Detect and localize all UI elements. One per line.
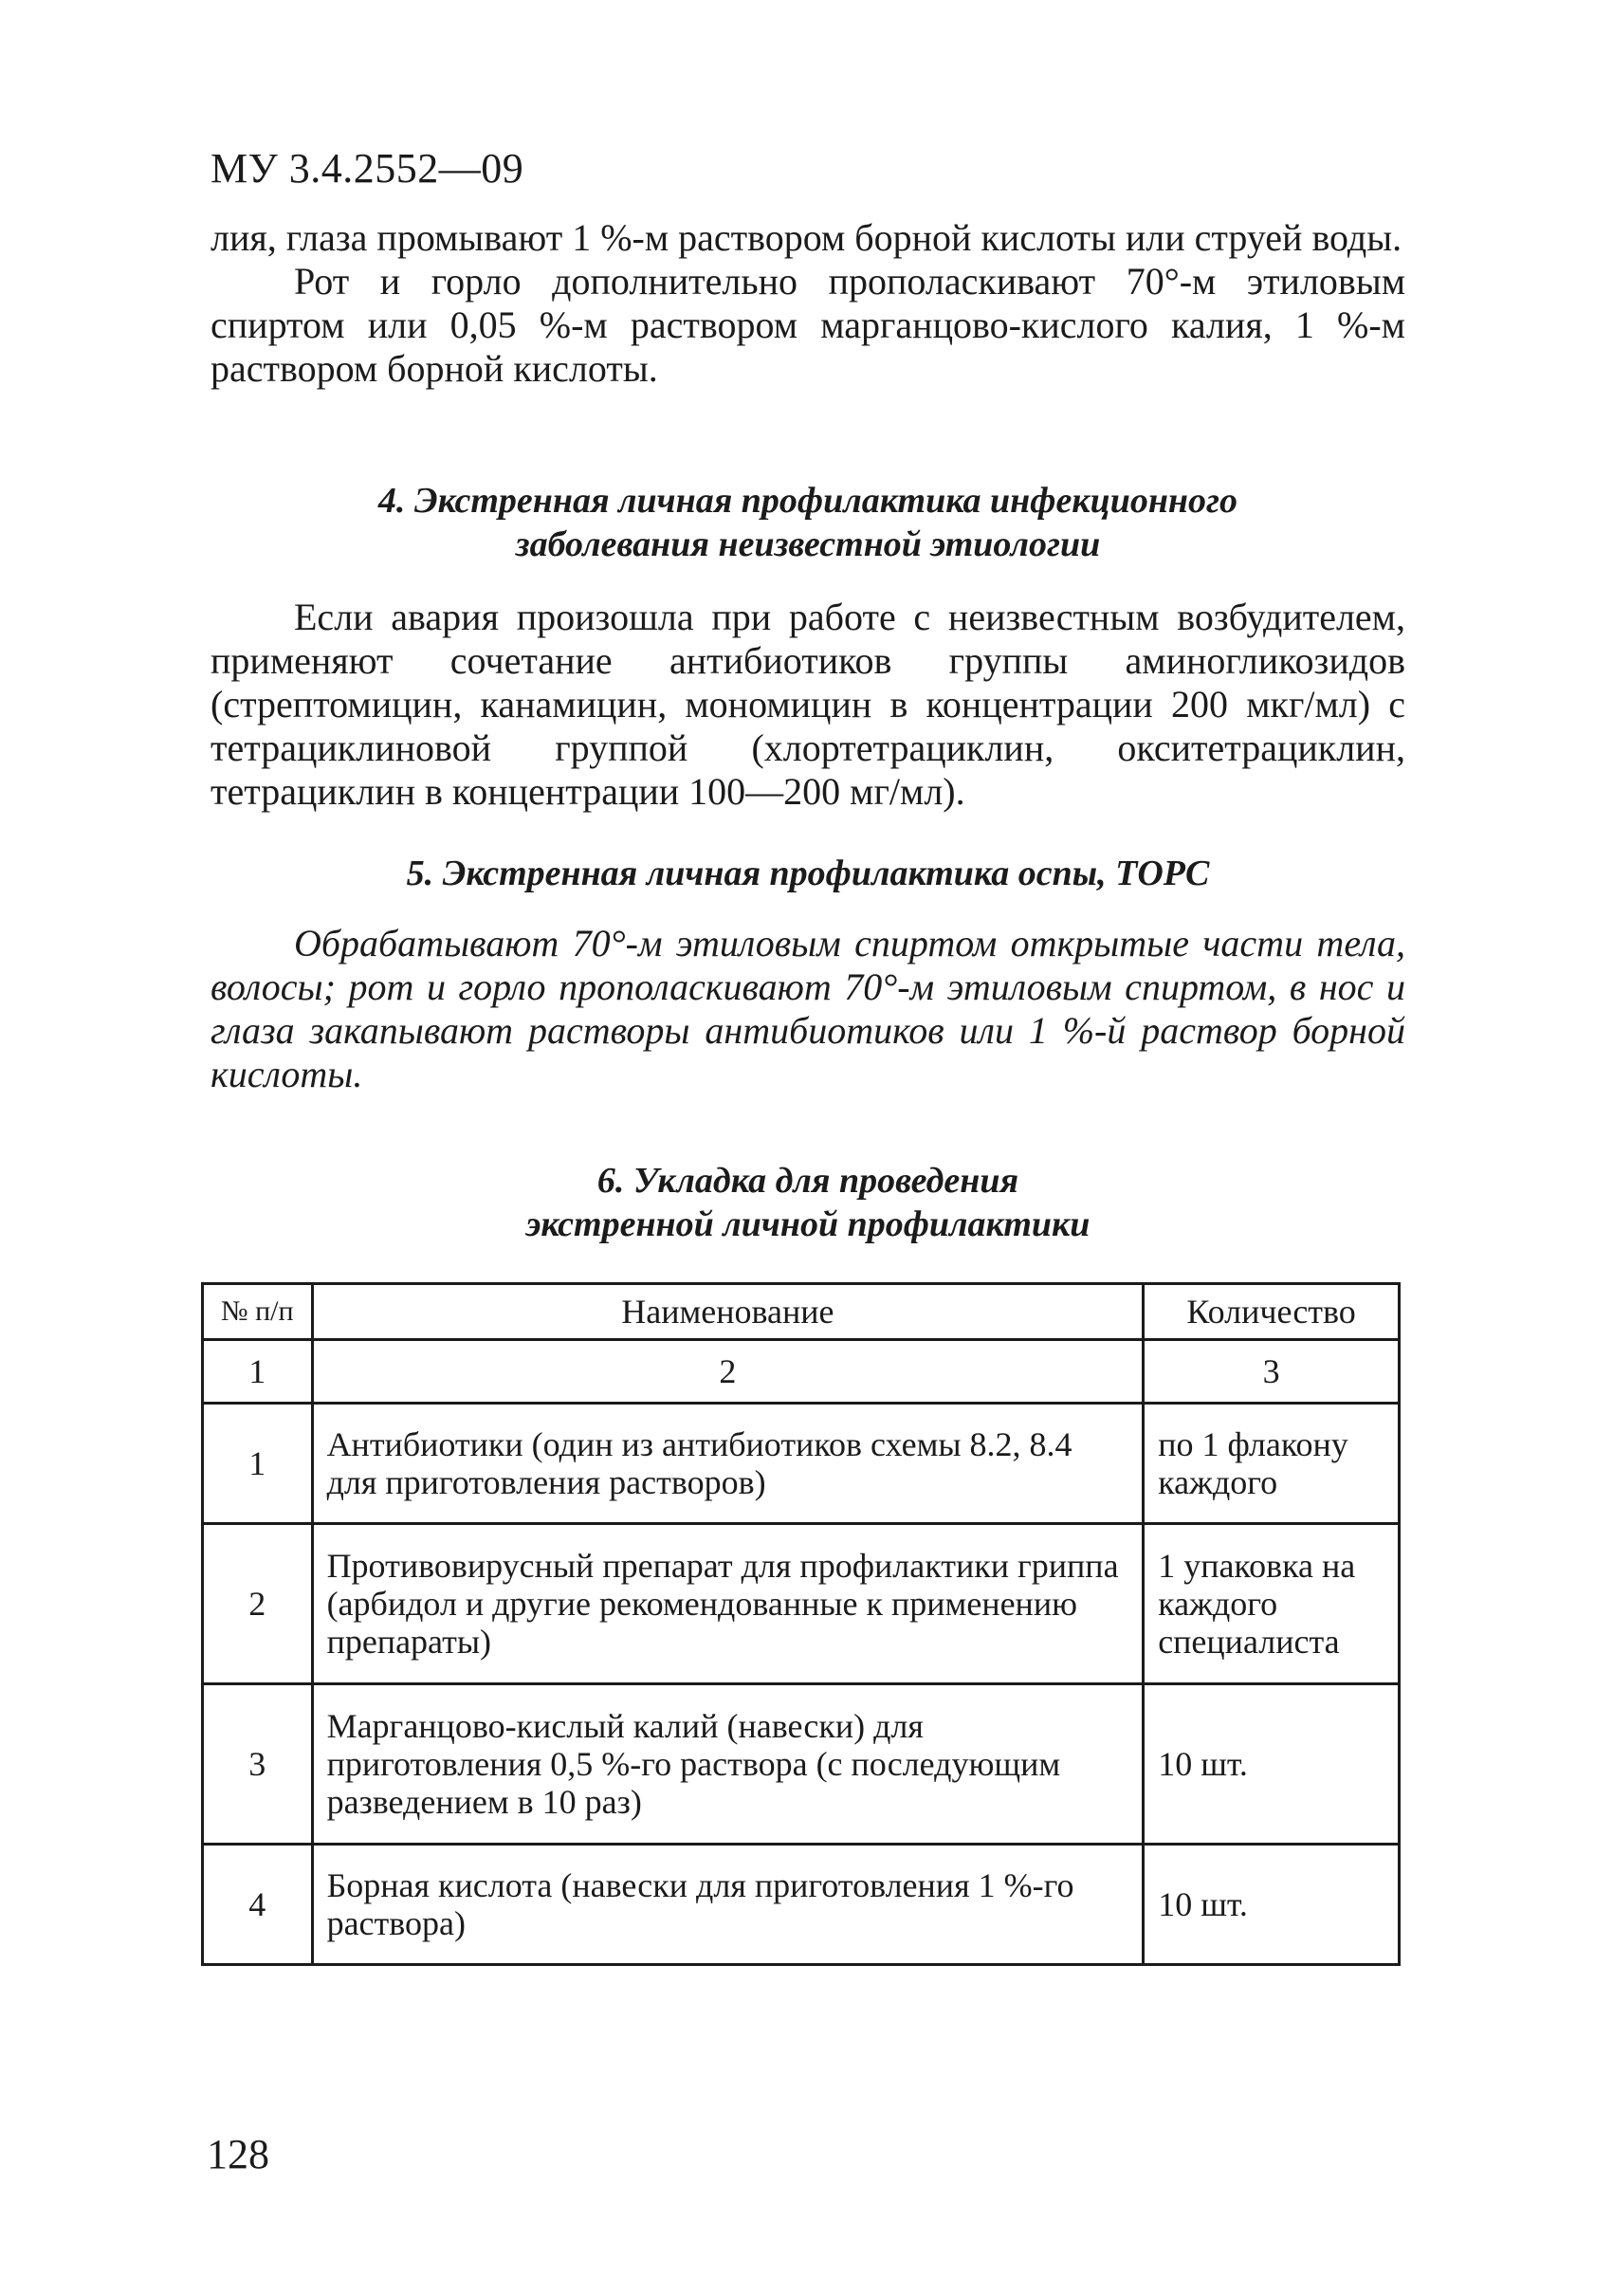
table-header-row: [203, 1284, 1400, 1340]
section6-heading-line2: экстренной личной профилактики: [525, 1204, 1091, 1244]
section5-body: [211, 922, 1405, 1096]
header-name: Наименование: [312, 1284, 1144, 1340]
row-qty: по 1 флакону каждого: [1144, 1404, 1400, 1524]
row-qty: 10 шт.: [1144, 1845, 1400, 1965]
row-name: Противовирусный препарат для профилактики гриппа (арбидол и другие рекомендованные к применению препараты): [312, 1524, 1144, 1684]
section4-heading: [211, 479, 1405, 566]
column-number-3: 3: [1144, 1340, 1400, 1404]
section5-heading: 5. Экстренная личная профилактика оспы, ТОРС: [406, 854, 1210, 893]
intro-paragraph-continuation: лия, глаза промывают 1 %-м раствором борной кислоты или струей воды.: [211, 216, 1402, 259]
section4-heading-line2: заболевания неизвестной этиологии: [515, 524, 1101, 564]
intro-paragraph-rinse: Рот и горло дополнительно прополаскивают 70°-м этиловым спиртом или 0,05 %-м раствором марганцово-кислого калия, 1 %-м раствором борной кислоты.: [211, 260, 1405, 390]
row-name: Борная кислота (навески для приготовления 1 %-го раствора): [312, 1845, 1144, 1965]
row-num: 2: [203, 1524, 313, 1684]
table-row: [203, 1404, 1400, 1524]
section4-body: [211, 596, 1405, 814]
row-num: 4: [203, 1845, 313, 1965]
section6-heading-line1: 6. Укладка для проведения: [596, 1161, 1019, 1201]
table-row: [203, 1524, 1400, 1684]
header-qty: Количество: [1144, 1284, 1400, 1340]
page-number: 128: [207, 2131, 269, 2177]
document-code: МУ 3.4.2552—09: [211, 145, 524, 192]
row-name: Антибиотики (один из антибиотиков схемы 8.2, 8.4 для приготовления растворов): [312, 1404, 1144, 1524]
section4-heading-line1: 4. Экстренная личная профилактика инфекционного: [377, 481, 1238, 521]
column-number-1: 1: [203, 1340, 313, 1404]
section6-heading: [211, 1159, 1405, 1246]
header-num: № п/п: [203, 1284, 313, 1340]
row-num: 3: [203, 1684, 313, 1845]
row-qty: 10 шт.: [1144, 1684, 1400, 1845]
table-row: [203, 1684, 1400, 1845]
column-number-2: 2: [312, 1340, 1144, 1404]
kit-table: [201, 1282, 1401, 1966]
section4-paragraph: Если авария произошла при работе с неизвестным возбудителем, применяют сочетание антибиотиков группы аминогликозидов (стрептомицин, канамицин, мономицин в концентрации 200 мкг/мл) с тетрациклиновой группой (хлортетрациклин, окситетрациклин, тетрациклин в концентрации 100—200 мг/мл).: [211, 596, 1405, 813]
table-row: [203, 1845, 1400, 1965]
section5-paragraph: Обрабатывают 70°-м этиловым спиртом открытые части тела, волосы; рот и горло прополаскивают 70°-м этиловым спиртом, в нос и глаза закапывают растворы антибиотиков или 1 %-й раствор борной кислоты.: [211, 922, 1405, 1095]
intro-block: [211, 216, 1405, 391]
row-num: 1: [203, 1404, 313, 1524]
table-column-numbers-row: [203, 1340, 1400, 1404]
row-qty: 1 упаковка на каждого специалиста: [1144, 1524, 1400, 1684]
row-name: Марганцово-кислый калий (навески) для приготовления 0,5 %-го раствора (с последующим разведением в 10 раз): [312, 1684, 1144, 1845]
